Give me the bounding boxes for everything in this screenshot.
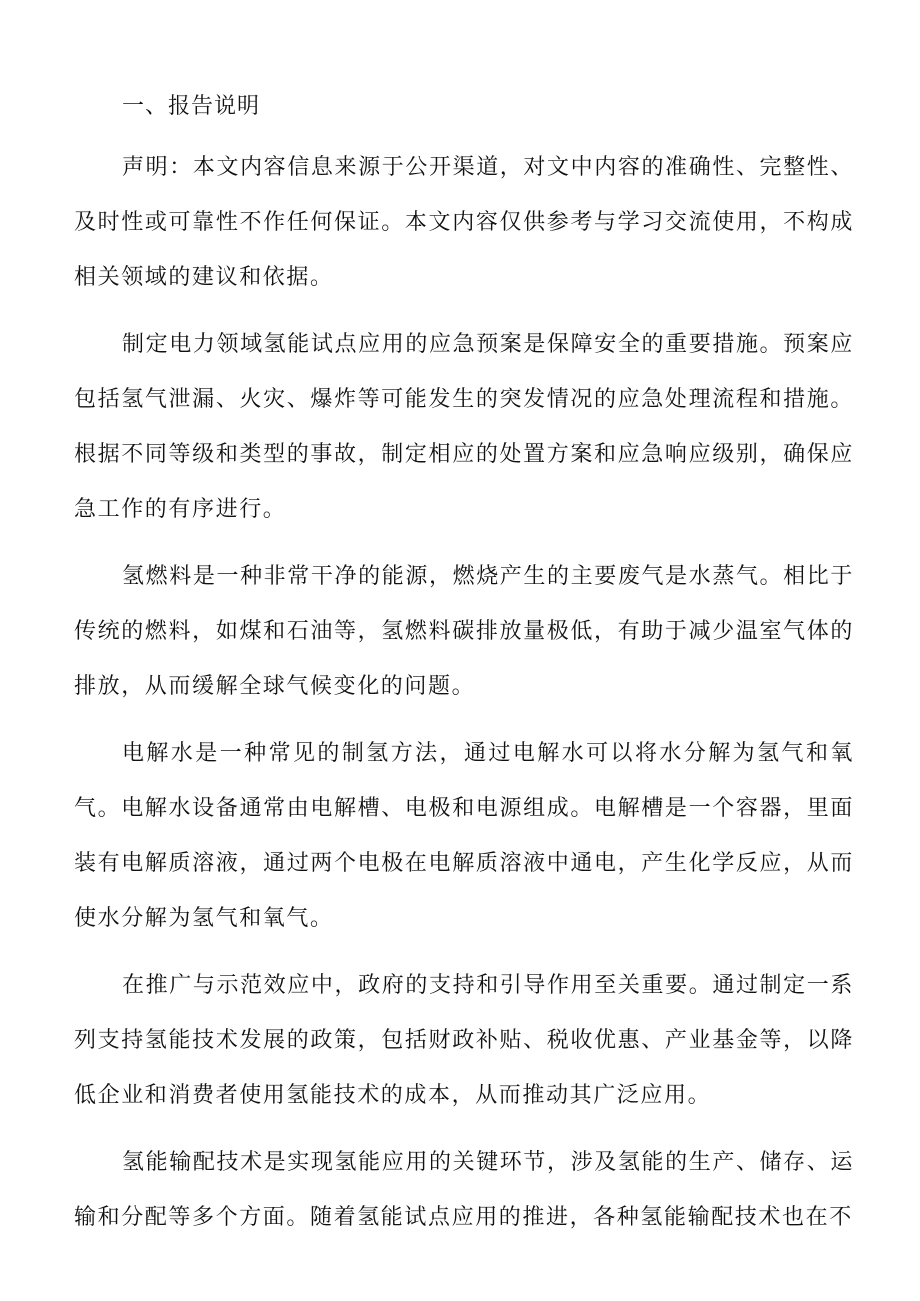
paragraph-hydrogen-distribution: 氢能输配技术是实现氢能应用的关键环节，涉及氢能的生产、储存、运输和分配等多个方面。随着氢能试点应用的推进，各种氢能输配技术也在不 <box>74 1150 854 1230</box>
paragraph-government-support: 在推广与示范效应中，政府的支持和引导作用至关重要。通过制定一系列支持氢能技术发展的政策，包括财政补贴、税收优惠、产业基金等，以降低企业和消费者使用氢能技术的成本，从而推动其广泛应用。 <box>74 973 854 1108</box>
paragraph-electrolysis: 电解水是一种常见的制氢方法，通过电解水可以将水分解为氢气和氧气。电解水设备通常由电解槽、电极和电源组成。电解槽是一个容器，里面装有电解质溶液，通过两个电极在电解质溶液中通电，产生化学反应，从而使水分解为氢气和氧气。 <box>74 741 854 931</box>
document-body <box>74 84 854 1257</box>
section-heading: 一、报告说明 <box>122 94 261 119</box>
paragraph-hydrogen-fuel: 氢燃料是一种非常干净的能源，燃烧产生的主要废气是水蒸气。相比于传统的燃料，如煤和石油等，氢燃料碳排放量极低，有助于减少温室气体的排放，从而缓解全球气候变化的问题。 <box>74 564 854 699</box>
paragraph-emergency-plan: 制定电力领域氢能试点应用的应急预案是保障安全的重要措施。预案应包括氢气泄漏、火灾、爆炸等可能发生的突发情况的应急处理流程和措施。根据不同等级和类型的事故，制定相应的处置方案和应急响应级别，确保应急工作的有序进行。 <box>74 332 854 522</box>
paragraph-disclaimer: 声明：本文内容信息来源于公开渠道，对文中内容的准确性、完整性、及时性或可靠性不作任何保证。本文内容仅供参考与学习交流使用，不构成相关领域的建议和依据。 <box>74 155 854 290</box>
